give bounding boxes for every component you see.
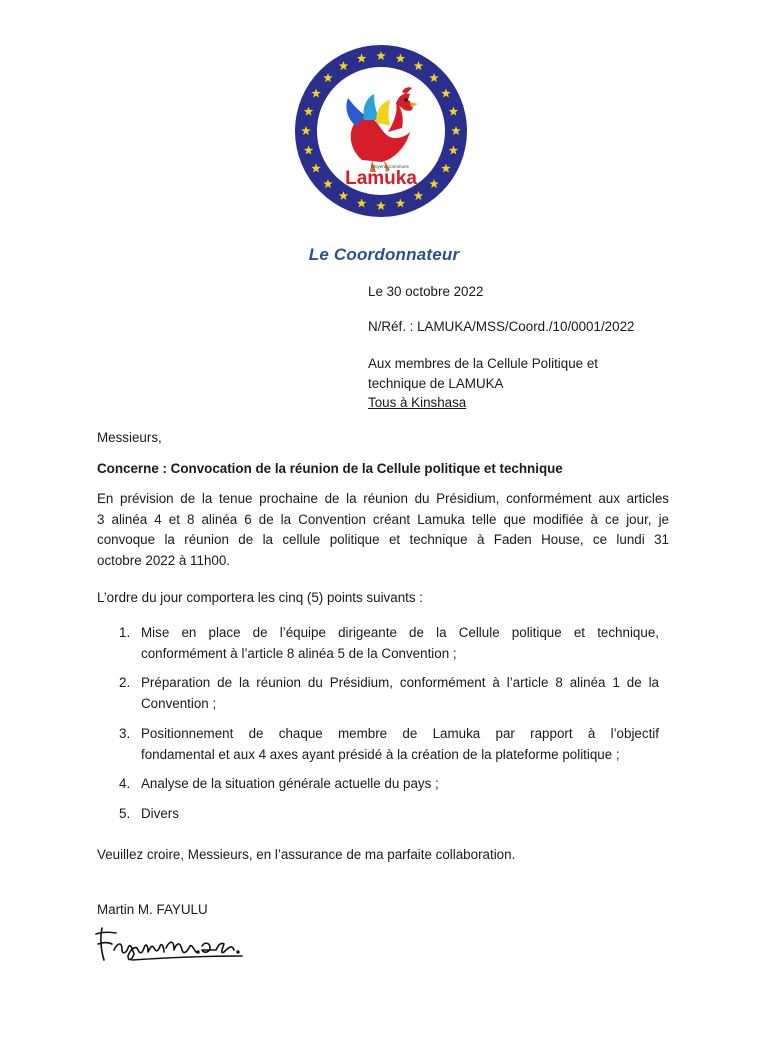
reference-number: N/Réf. : LAMUKA/MSS/Coord./10/0001/2022 [368,319,635,334]
recipient-location: Tous à Kinshasa [368,395,467,410]
recipient-line-1: Aux membres de la Cellule Politique et [368,356,598,371]
intro-line: 3 alinéa 4 et 8 alinéa 6 de la Convention créant Lamuka telle que modifiée à ce jour, je [97,511,669,527]
agenda-number: 2. [119,675,131,690]
page-title: Le Coordonnateur [308,245,460,264]
intro-paragraph [97,489,669,571]
handwritten-signature [92,920,262,968]
agenda-line: Divers [141,806,179,821]
agenda-number: 4. [119,776,131,791]
agenda-line: Positionnement de chaque membre de Lamuka par rapport à l’objectif [141,726,659,741]
agenda-line: Préparation de la réunion du Présidium, conformément à l’article 8 alinéa 1 de la [141,675,659,690]
logo-wordmark: Lamuka [345,168,417,189]
letter-date: Le 30 octobre 2022 [368,284,484,299]
agenda-line: Convention ; [141,695,217,711]
recipient-line-2: technique de LAMUKA [368,376,504,391]
subject-line: Concerne : Convocation de la réunion de la Cellule politique et technique [97,461,563,476]
agenda-line: Analyse de la situation générale actuelle du pays ; [141,776,439,791]
salutation: Messieurs, [97,430,162,445]
intro-line: convoque la réunion de la cellule politique et technique à Faden House, ce lundi 31 [97,532,669,547]
agenda-number: 5. [119,806,131,821]
closing-line: Veuillez croire, Messieurs, en l’assurance de ma parfaite collaboration. [97,847,516,862]
agenda-line: Mise en place de l’équipe dirigeante de la Cellule politique et technique, [141,625,659,640]
agenda-number: 1. [119,625,131,640]
agenda-line: fondamental et aux 4 axes ayant présidé à la création de la plateforme politique ; [141,746,620,762]
agenda-number: 3. [119,726,131,741]
lamuka-logo [292,42,470,220]
signatory-name: Martin M. FAYULU [97,902,208,917]
agenda-intro: L’ordre du jour comportera les cinq (5) points suivants : [97,590,423,605]
intro-line: En prévision de la tenue prochaine de la réunion du Présidium, conformément aux articles [97,491,669,506]
svg-text:Moyens Communs: Moyens Communs [371,164,409,169]
agenda-line: conformément à l’article 8 alinéa 5 de la Convention ; [141,645,457,661]
intro-line: octobre 2022 à 11h00. [97,552,231,568]
